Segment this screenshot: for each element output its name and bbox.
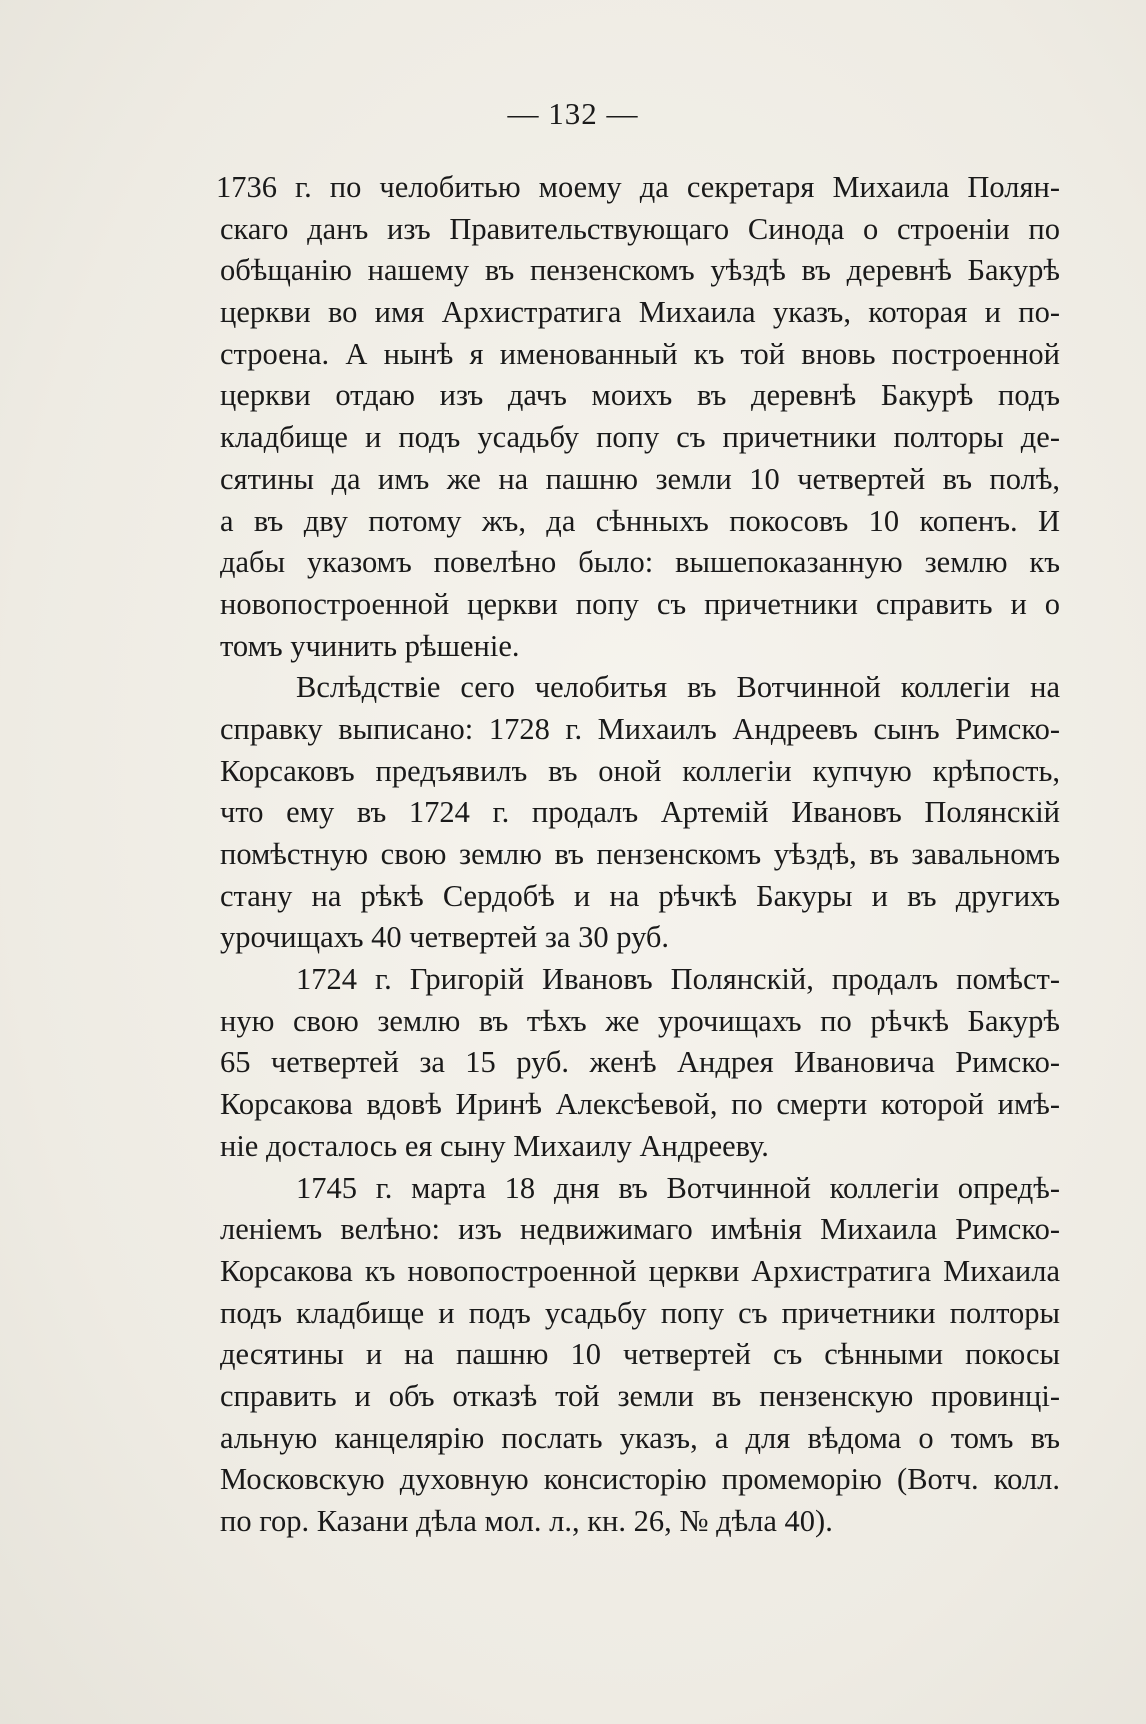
text-line: дабы указомъ повелѣно было: вышепоказанную землю къ [220,545,1060,580]
text-line: а въ дву потому жъ, да сѣнныхъ покосовъ 10 копенъ. И [220,503,1060,538]
text-line: обѣщанію нашему въ пензенскомъ уѣздѣ въ деревнѣ Бакурѣ [220,253,1060,288]
text-line: десятины и на пашню 10 четвертей съ сѣнными покосы [220,1337,1060,1372]
text-line: 65 четвертей за 15 руб. женѣ Андрея Ивановича Римско- [220,1045,1060,1080]
text-line: Корсакова вдовѣ Иринѣ Алексѣевой, по смерти которой имѣ- [220,1087,1060,1122]
text-line: что ему въ 1724 г. продалъ Артемій Ивановъ Полянскій [220,795,1060,830]
paragraph [220,1168,1060,1543]
text-line: ніе досталось ея сыну Михаилу Андрееву. [220,1128,769,1163]
text-line: 1724 г. Григорій Ивановъ Полянскій, продалъ помѣст- [296,962,1060,997]
paragraph [220,959,1060,1167]
paragraph [220,667,1060,959]
text-line: 1745 г. марта 18 дня въ Вотчинной коллегіи опредѣ- [296,1170,1060,1205]
text-line: церкви во имя Архистратига Михаила указъ, которая и по- [220,295,1060,330]
text-line: церкви отдаю изъ дачъ моихъ въ деревнѣ Бакурѣ подъ [220,378,1060,413]
text-line: 1736 г. по челобитью моему да секретаря Михаила Полян- [216,170,1060,204]
text-line: помѣстную свою землю въ пензенскомъ уѣздѣ, въ завальномъ [220,837,1060,871]
text-line: новопостроенной церкви попу съ причетники справить и о [220,586,1060,621]
text-line: строена. А нынѣ я именованный къ той вновь построенной [220,336,1060,371]
text-line: альную канцелярію послать указъ, а для вѣдома о томъ въ [220,1420,1060,1455]
text-line: леніемъ велѣно: изъ недвижимаго имѣнія Михаила Римско- [220,1212,1060,1247]
text-line: сятины да имъ же на пашню земли 10 четвертей въ полѣ, [220,461,1060,496]
page-number: — 132 — [507,96,639,131]
text-line: Московскую духовную консисторію промеморію (Вотч. колл. [220,1462,1060,1497]
text-line: стану на рѣкѣ Сердобѣ и на рѣчкѣ Бакуры и въ другихъ [220,878,1060,913]
text-line: Вслѣдствіе сего челобитья въ Вотчинной коллегіи на [296,670,1060,705]
text-line: томъ учинить рѣшеніе. [220,628,520,663]
text-line: Корсакова къ новопостроенной церкви Архистратига Михаила [220,1253,1060,1288]
text-line: урочищахъ 40 четвертей за 30 руб. [220,920,670,955]
text-line: справку выписано: 1728 г. Михаилъ Андреевъ сынъ Римско- [220,711,1060,746]
text-line: скаго данъ изъ Правительствующаго Синода о строеніи по [220,211,1060,246]
text-line: Корсаковъ предъявилъ въ оной коллегіи купчую крѣпость, [220,753,1060,788]
text-line: справить и объ отказѣ той земли въ пензенскую провинці- [220,1378,1060,1413]
text-line: по гор. Казани дѣла мол. л., кн. 26, № дѣла 40). [220,1504,833,1538]
paragraph [216,167,1060,667]
text-line: подъ кладбище и подъ усадьбу попу съ причетники полторы [220,1295,1060,1330]
text-line: ную свою землю въ тѣхъ же урочищахъ по рѣчкѣ Бакурѣ [220,1003,1060,1038]
body-text [216,167,1060,1543]
text-line: кладбище и подъ усадьбу попу съ причетники полторы де- [220,420,1060,455]
